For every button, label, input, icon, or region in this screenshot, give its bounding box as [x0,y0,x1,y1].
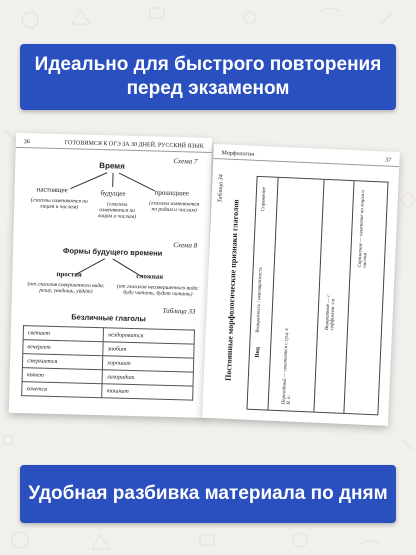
table33-title: Безличные глаголы [71,312,146,324]
right-page-number: 37 [385,157,392,164]
scheme8-note-simple: (от глаголов совершенного вида: решу, увидишь, уйдёт) [27,281,105,295]
table-row: тянет лихорадит [22,368,193,386]
column-header-conjugation: Спряжение [261,187,268,212]
scheme8-note-compound: (от глаголов несовершенного вида: буду читать, будет читать) [116,283,200,298]
right-running-title: Морфология [221,150,255,158]
right-page-header [213,144,399,167]
table-row: светает нездоровится [23,326,194,344]
table34-label: Таблица 34 [217,174,225,203]
scheme7-branch-present: настоящее [36,185,68,195]
left-page-header [16,133,212,153]
cell-reflexive: Возвратные — с суффиксом -ся [324,294,337,331]
column-header-aspect: Вид [254,346,262,358]
impersonal-verbs-table [21,325,195,400]
scheme7-root: Время [99,161,125,171]
column-header-reflexivity: Возвратность / невозвратность [255,267,264,333]
scheme8-branch-compound: сложная [136,272,164,281]
scheme8-branch-simple: простая [56,269,82,279]
cell-conjugation: Спряжение — изменение по лицам и числам [357,190,369,268]
scheme8-root: Формы будущего времени [62,246,163,258]
scheme7-note-past: (глаголы изменяются по родам и числам) [149,200,200,214]
table-row: хочется тошнит [22,382,193,400]
bottom-banner: Удобная разбивка материала по дням [20,465,396,523]
table33-label: Таблица 33 [162,306,196,316]
table-row: смеркается хорошит [22,354,193,372]
table34-title: Постоянные морфологические признаки глаголов [223,199,241,381]
scheme7-branch-past: прошедшее [154,188,189,198]
scheme8-label: Схема 8 [173,241,198,250]
scheme7-branch-future: будущее [100,189,126,198]
left-running-title: ГОТОВИМСЯ К ОГЭ ЗА 30 ДНЕЙ. РУССКИЙ ЯЗЫК [64,140,204,150]
scheme7-note-future: (глаголы изменяются по лицам и числам) [97,201,137,221]
left-page [9,133,212,418]
left-page-number: 36 [23,139,30,146]
top-banner: Идеально для быстрого повторения перед экзаменом [20,44,396,110]
cell-transitivity: Переходный — сочетается с сущ. в В. п. [281,328,293,405]
scheme7-note-present: (глаголы изменяются по лицам и числам) [30,197,88,211]
scheme7-label: Схема 7 [173,157,198,166]
table-row: вечереет знобит [23,340,194,358]
verb-features-table [246,176,388,416]
right-page [202,144,400,426]
open-book [10,130,406,430]
